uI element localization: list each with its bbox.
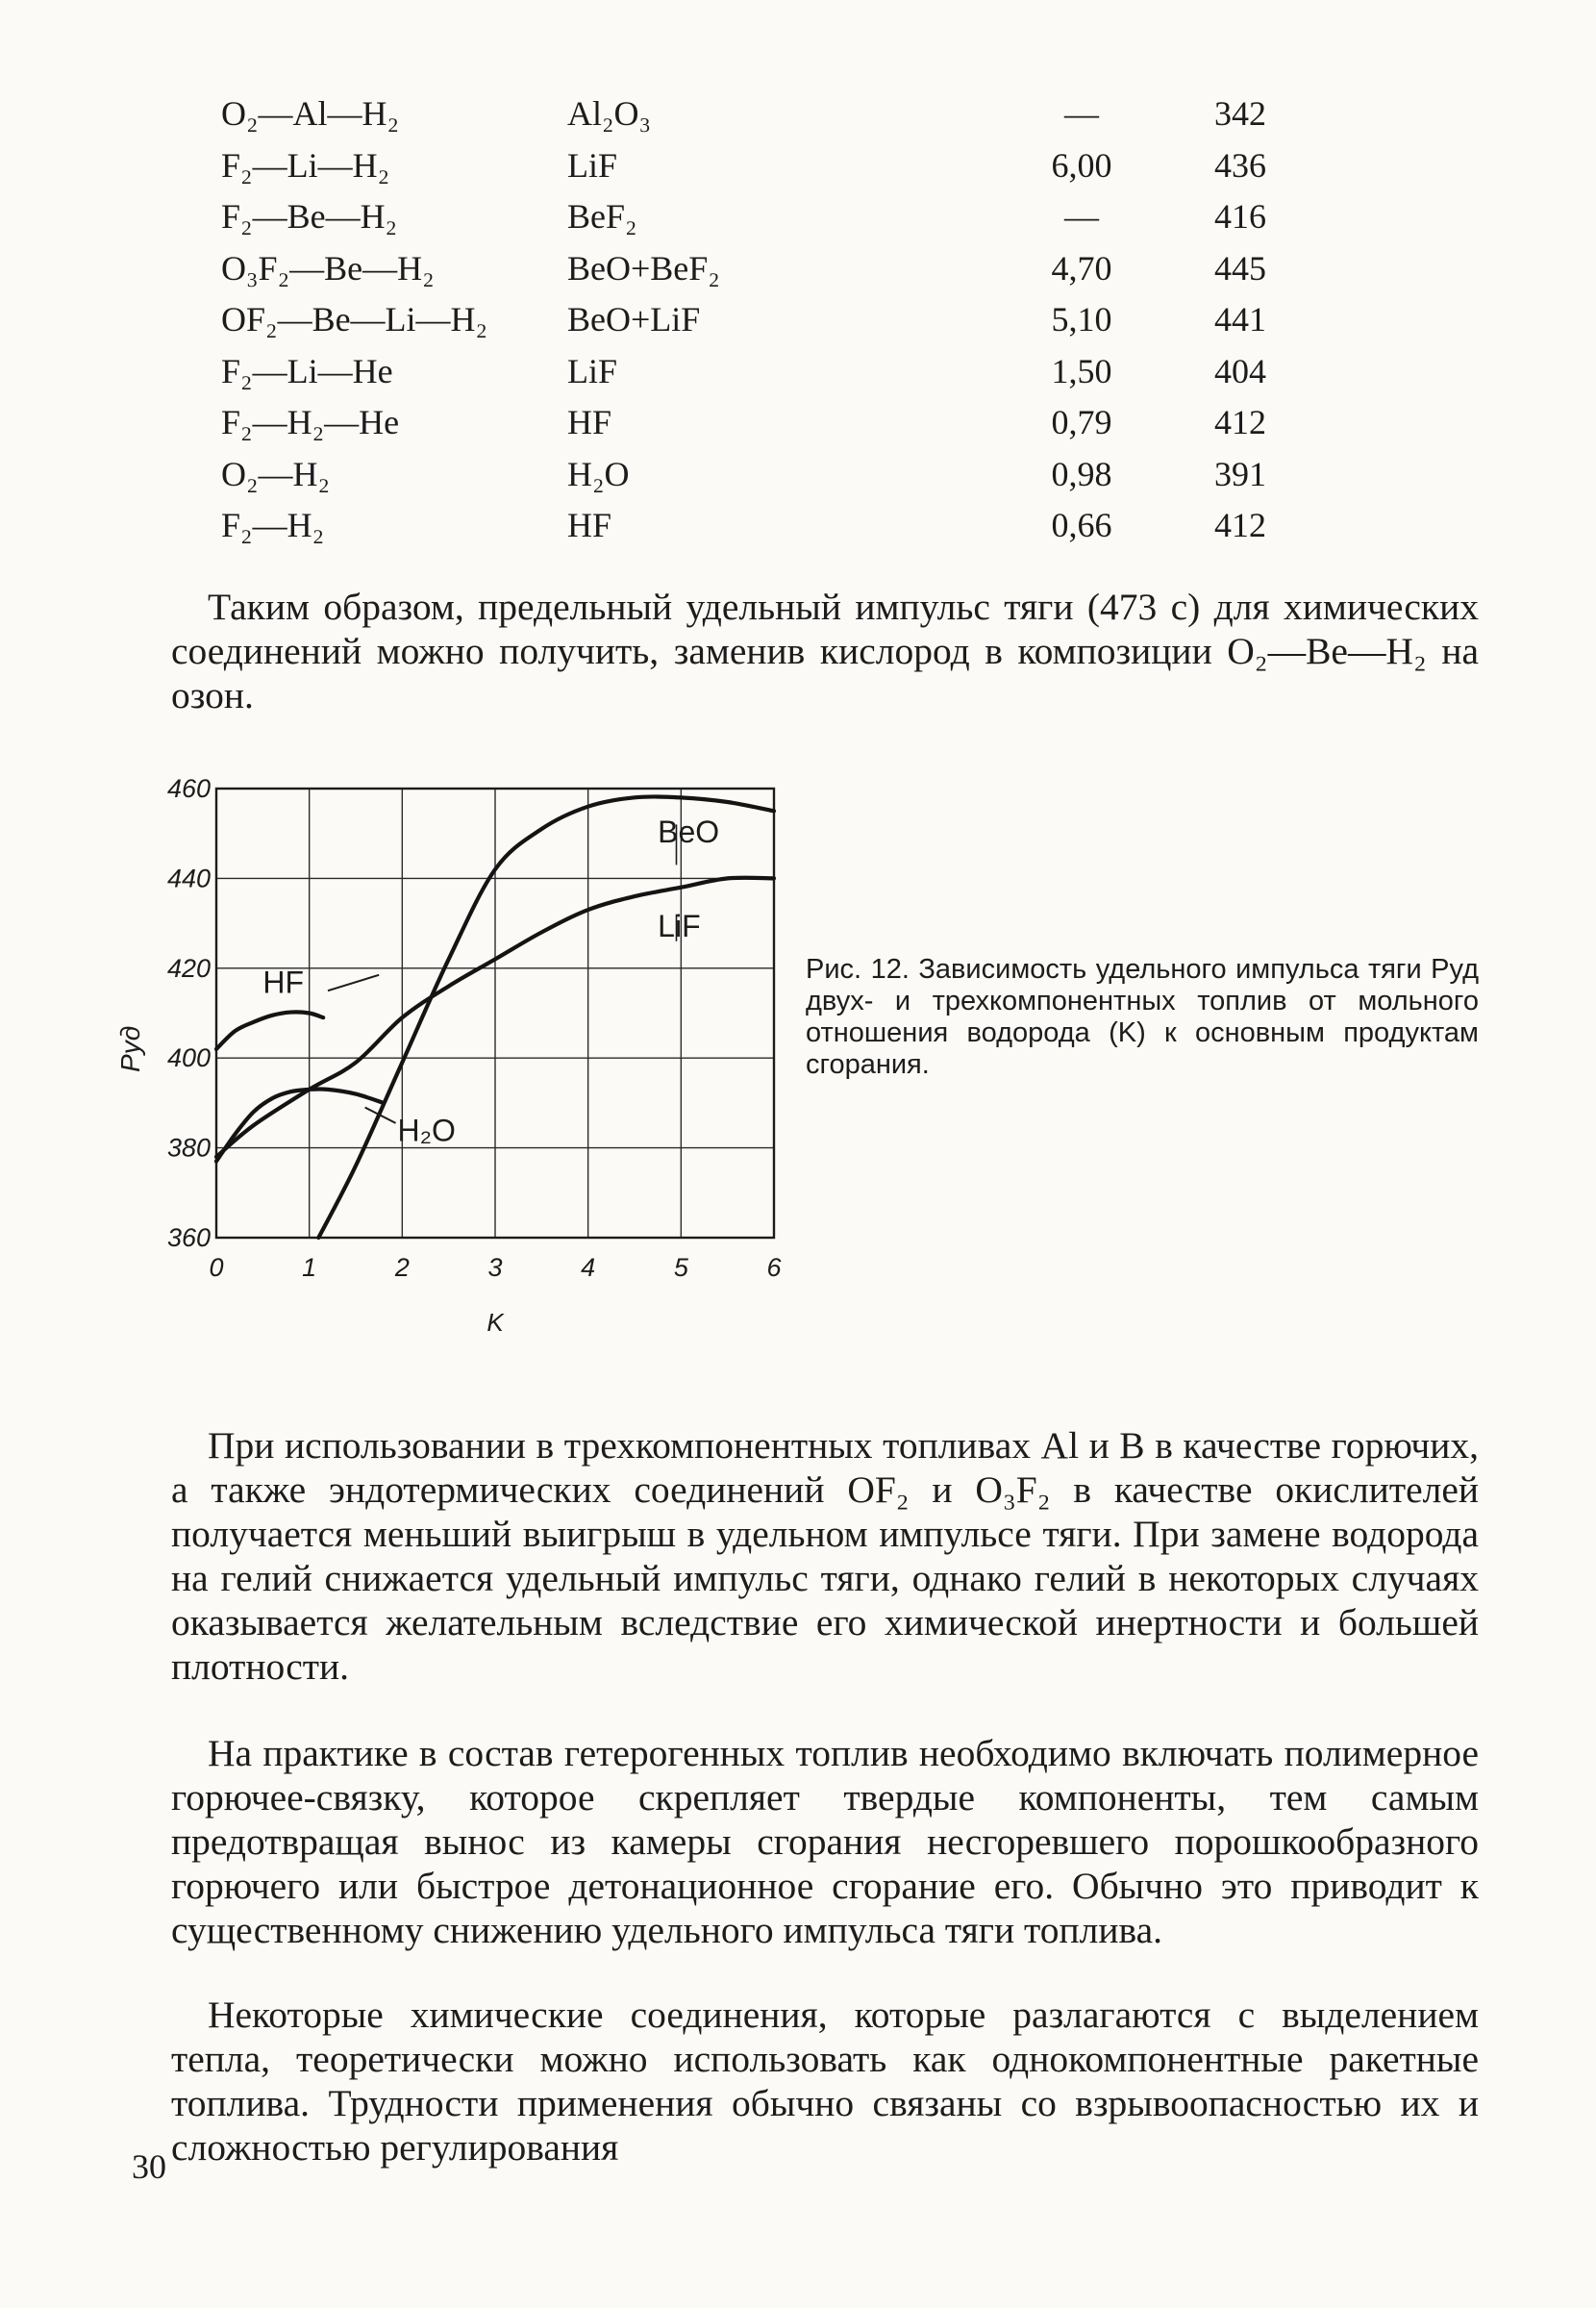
cell-composition: F₂—Li—He bbox=[221, 351, 393, 390]
cell-composition: O₂—Al—H₂ bbox=[221, 94, 400, 134]
series-label-beo: BeO bbox=[658, 815, 720, 850]
cell-ratio: 1,50 bbox=[1051, 351, 1112, 390]
x-tick-label: 5 bbox=[673, 1253, 688, 1282]
fuel-composition-table bbox=[221, 88, 1317, 552]
cell-composition: F₂—Li—H₂ bbox=[221, 145, 390, 185]
cell-impulse: 404 bbox=[1214, 351, 1266, 390]
leader-line-hf bbox=[328, 975, 379, 991]
cell-product: LiF bbox=[567, 145, 618, 185]
x-tick-label: 0 bbox=[209, 1253, 224, 1282]
y-tick-label: 420 bbox=[166, 953, 211, 983]
x-tick-label: 1 bbox=[302, 1253, 317, 1282]
cell-composition: O₂—H₂ bbox=[221, 454, 331, 493]
cell-composition: OF₂—Be—Li—H₂ bbox=[221, 300, 488, 339]
cell-product: H₂O bbox=[567, 454, 630, 493]
cell-product: HF bbox=[567, 403, 612, 442]
table-row bbox=[221, 397, 1317, 449]
table-row bbox=[221, 294, 1317, 346]
cell-composition: F₂—H₂—He bbox=[221, 403, 400, 442]
x-tick-label: 3 bbox=[487, 1253, 503, 1282]
y-axis-label: Pуд bbox=[115, 1025, 145, 1072]
cell-ratio: 0,98 bbox=[1051, 454, 1112, 493]
x-tick-label: 2 bbox=[394, 1253, 410, 1282]
cell-ratio: 5,10 bbox=[1051, 300, 1112, 339]
cell-impulse: 412 bbox=[1214, 506, 1266, 545]
series-line-beo bbox=[318, 796, 774, 1238]
cell-product: LiF bbox=[567, 351, 618, 390]
page-number: 30 bbox=[132, 2147, 166, 2186]
table-row bbox=[221, 243, 1317, 295]
table-body bbox=[221, 88, 1317, 552]
cell-product: HF bbox=[567, 506, 612, 545]
series-line-hf bbox=[216, 1012, 323, 1048]
cell-ratio: 0,66 bbox=[1051, 506, 1112, 545]
cell-impulse: 391 bbox=[1214, 454, 1266, 493]
cell-product: BeF₂ bbox=[567, 197, 637, 237]
paragraph-three-component: При использовании в трехкомпонентных топливах Al и B в качестве горючих, а также эндотермических соединений OF₂ и O₃F₂ в качестве окислителей получается меньший выигрыш в удельном импульсе тяги. При замене водорода на гелий снижается удельный импульс тяги, однако гелий в некоторых случаях оказывается желательным вследствие его химической инертности и большей плотности. bbox=[171, 1424, 1479, 1688]
cell-product: BeO+BeF₂ bbox=[567, 248, 720, 288]
x-tick-label: 4 bbox=[581, 1253, 596, 1282]
cell-impulse: 416 bbox=[1214, 197, 1266, 237]
x-tick-label: 6 bbox=[766, 1253, 782, 1282]
cell-composition: F₂—Be—H₂ bbox=[221, 197, 398, 237]
table-row bbox=[221, 88, 1317, 140]
series-label-h2o: H₂O bbox=[397, 1113, 456, 1148]
cell-impulse: 412 bbox=[1214, 403, 1266, 442]
specific-impulse-chart bbox=[106, 769, 808, 1346]
table-row bbox=[221, 449, 1317, 501]
cell-ratio: 6,00 bbox=[1051, 145, 1112, 185]
cell-product: BeO+LiF bbox=[567, 300, 701, 339]
cell-product: Al₂O₃ bbox=[567, 94, 652, 134]
x-axis-label: K bbox=[486, 1308, 504, 1337]
cell-composition: O₃F₂—Be—H₂ bbox=[221, 248, 435, 288]
cell-ratio: — bbox=[1064, 197, 1099, 237]
paragraph-ozone-conclusion: Таким образом, предельный удельный импульс тяги (473 с) для химических соединений можно получить, заменив кислород в композиции O₂—Be—H₂ на озон. bbox=[171, 586, 1479, 716]
y-tick-label: 440 bbox=[166, 864, 211, 893]
table-row bbox=[221, 140, 1317, 192]
cell-ratio: 4,70 bbox=[1051, 248, 1112, 288]
y-tick-label: 360 bbox=[166, 1223, 211, 1252]
y-tick-label: 400 bbox=[166, 1043, 211, 1073]
table-row bbox=[221, 191, 1317, 243]
cell-impulse: 436 bbox=[1214, 145, 1266, 185]
series-label-lif: LiF bbox=[658, 909, 701, 944]
table-row bbox=[221, 346, 1317, 398]
series-line-ho bbox=[216, 1089, 384, 1161]
table-row bbox=[221, 500, 1317, 552]
figure-caption: Рис. 12. Зависимость удельного импульса тяги Pуд двух- и трехкомпонентных топлив от мольного отношения водорода (K) к основным продуктам сгорания. bbox=[806, 954, 1479, 1080]
paragraph-monopropellant: Некоторые химические соединения, которые разлагаются с выделением тепла, теоретически можно использовать как однокомпонентные ракетные топлива. Трудности применения обычно связаны со взрывоопасностью их и сложностью регулирования bbox=[171, 1994, 1479, 2169]
series-label-hf: HF bbox=[262, 965, 304, 1000]
y-tick-label: 380 bbox=[166, 1133, 211, 1163]
cell-ratio: — bbox=[1064, 94, 1099, 134]
cell-ratio: 0,79 bbox=[1051, 403, 1112, 442]
cell-impulse: 445 bbox=[1214, 248, 1266, 288]
y-tick-label: 460 bbox=[166, 774, 211, 803]
cell-impulse: 342 bbox=[1214, 94, 1266, 134]
cell-composition: F₂—H₂ bbox=[221, 506, 325, 545]
cell-impulse: 441 bbox=[1214, 300, 1266, 339]
paragraph-binder: На практике в состав гетерогенных топлив необходимо включать полимерное горючее-связку, которое скрепляет твердые компоненты, тем самым предотвращая вынос из камеры сгорания несгоревшего порошкообразного горючего или быстрое детонационное сгорание его. Обычно это приводит к существенному снижению удельного импульса тяги топлива. bbox=[171, 1732, 1479, 1951]
